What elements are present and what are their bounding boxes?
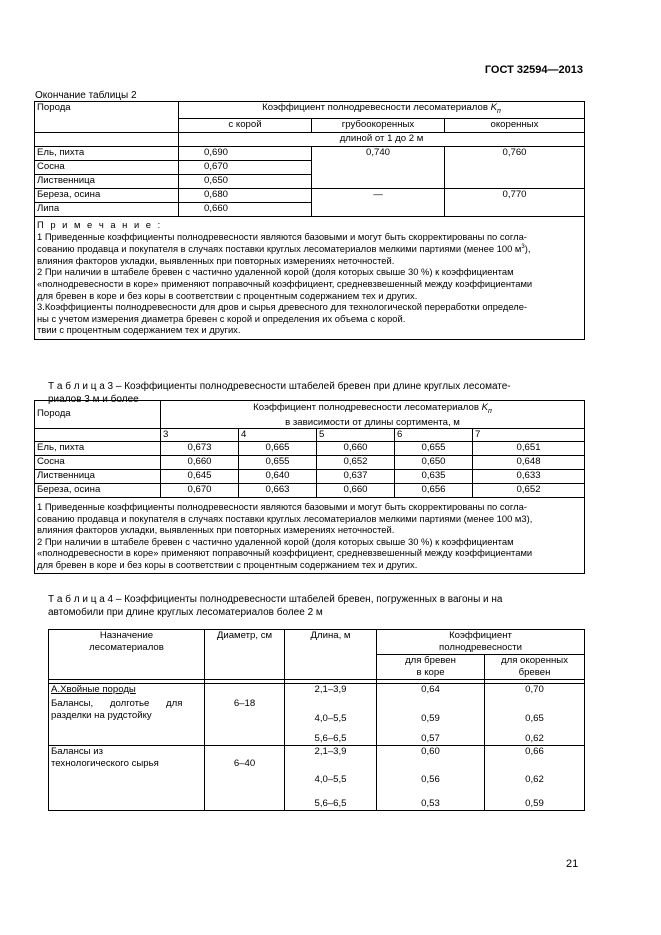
table-cell: Береза, осина	[35, 188, 179, 202]
table-cell: 0,656	[395, 483, 473, 497]
table2-note: П р и м е ч а н и е : 1 Приведенные коэффициенты полнодревесности являются базовыми и могут быть скорректированы по согла- сованию продавца и покупателя в случаях поставки круглых лесоматериалов мелкими партиями (менее 100 $м^3$), влияния факторов укладки, выявленных при повторных измерениях неточностей. 2 При наличии в штабеле бревен с частично удаленной корой (доля которых свыше 30 %) к коэффициентам «полнодревесности в коре» применяют поправочный коэффициент, средневзвешенный между коэффициентами для бревен в коре и без коры в соответствии с процентным содержанием тех и других. 3.Коэффициенты полнодревесности для дров и сырья древесного для технологической переработки определе- ны с учетом измерения диаметра бревен с корой и определения их объема с корой. твии с процентным содержанием тех и других.	[35, 216, 585, 339]
table3-length: 4	[239, 428, 317, 441]
table-cell: 0,59	[377, 710, 485, 728]
table3-length: 6	[395, 428, 473, 441]
table-cell: Липа	[35, 202, 179, 216]
table4-group2-line1: Балансы из	[49, 746, 205, 759]
table-cell: 0,655	[239, 455, 317, 469]
table4-group2-line2: технологического сырья	[49, 758, 205, 770]
table-cell: 0,56	[377, 770, 485, 790]
table-cell: 4,0–5,5	[285, 770, 377, 790]
table-cell: 0,53	[377, 790, 485, 810]
table3-length: 3	[161, 428, 239, 441]
table4-header-diameter: Диаметр, см	[205, 630, 285, 680]
table3-length: 5	[317, 428, 395, 441]
table4-header-length: Длина, м	[285, 630, 377, 680]
table-cell: 0,663	[239, 483, 317, 497]
page-number: 21	[566, 858, 579, 870]
table-cell: 0,690	[179, 146, 312, 160]
table-cell: 0,637	[317, 469, 395, 483]
table2-sub-peeled: окоренных	[445, 118, 585, 132]
table-cell: 0,760	[445, 146, 585, 188]
table-cell: 2,1–3,9	[285, 746, 377, 759]
table3-caption: Т а б л и ц а 3 – Коэффициенты полнодревесности штабелей бревен при длине круглых лесомате- риалов 3 м и более	[48, 381, 511, 405]
table-cell: 0,652	[473, 483, 585, 497]
table-cell: 0,670	[161, 483, 239, 497]
table-cell: 0,660	[317, 483, 395, 497]
table-cell: 0,60	[377, 746, 485, 759]
table-cell: 0,660	[317, 441, 395, 455]
table-cell: Ель, пихта	[35, 441, 161, 455]
table3-header-species: Порода	[35, 401, 161, 429]
table3-length: 7	[473, 428, 585, 441]
table-cell: 0,660	[161, 455, 239, 469]
table-cell: 0,65	[485, 710, 585, 728]
table2-sub-bark: с корой	[179, 118, 312, 132]
table-cell: 0,59	[485, 790, 585, 810]
table-cell: 0,650	[395, 455, 473, 469]
table4-group2-diameter: 6–40	[205, 758, 285, 770]
table-cell: —	[312, 188, 445, 216]
table-cell: 0,70	[485, 684, 585, 698]
table-cell: 0,633	[473, 469, 585, 483]
table-cell: 4,0–5,5	[285, 710, 377, 728]
table4-header-coef: Коэффициент полнодревесности	[377, 630, 585, 655]
table-cell: Ель, пихта	[35, 146, 179, 160]
table4-group1-line2: разделки на рудстойку	[49, 710, 205, 728]
table-cell: Лиственница	[35, 469, 161, 483]
table4-header-bark: для бревен в коре	[377, 655, 485, 680]
table-cell: 0,651	[473, 441, 585, 455]
table3-header-coef: Коэффициент полнодревесности лесоматериалов $K_п$ в зависимости от длины сортимента, м	[161, 401, 585, 429]
table4-group1-diameter: 6–18	[205, 698, 285, 710]
table2-length-row: длиной от 1 до 2 м	[179, 132, 585, 146]
table4-header-purpose: Назначение лесоматериалов	[49, 630, 205, 680]
table2-header-coef: Коэффициент полнодревесности лесоматериалов $K_п$	[179, 102, 585, 119]
table-cell: 0,680	[179, 188, 312, 202]
table-cell: 5,6–6,5	[285, 728, 377, 746]
table-cell: 0,670	[179, 160, 312, 174]
standard-header: ГОСТ 32594—2013	[484, 64, 583, 76]
table2-header-species: Порода	[35, 102, 179, 133]
table2-sub-rough: грубоокоренных	[312, 118, 445, 132]
table-cell: 0,62	[485, 728, 585, 746]
table-cell: 0,660	[179, 202, 312, 216]
table-cell: Береза, осина	[35, 483, 161, 497]
table4-caption: Т а б л и ц а 4 – Коэффициенты полнодревесности штабелей бревен, погруженных в вагоны и на автомобили при длине круглых лесоматериалов более 2 м	[48, 594, 503, 618]
table-cell: 0,635	[395, 469, 473, 483]
table-cell: 5,6–6,5	[285, 790, 377, 810]
table-cell: Лиственница	[35, 174, 179, 188]
table-cell: 0,640	[239, 469, 317, 483]
table-cell: 0,652	[317, 455, 395, 469]
table-cell: 0,648	[473, 455, 585, 469]
table-cell: 0,650	[179, 174, 312, 188]
table-cell: 2,1–3,9	[285, 684, 377, 698]
table4-group1-line1: Балансы, долготье для	[49, 698, 205, 710]
table-cell: 0,655	[395, 441, 473, 455]
table3-note: 1 Приведенные коэффициенты полнодревесности являются базовыми и могут быть скорректированы по согла- сованию продавца и покупателя в случаях поставки круглых лесоматериалов мелкими партиями (менее 100 м3), влияния факторов укладки, выявленных при повторных измерениях неточностей. 2 При наличии в штабеле бревен с частично удаленной корой (доля которых свыше 30 %) к коэффициентам «полнодревесности в коре» применяют поправочный коэффициент, средневзвешенный между коэффициентами для бревен в коре и без коры в соответствии с процентным содержанием тех и других.	[35, 497, 585, 574]
table2	[34, 101, 585, 340]
table-cell: 0,57	[377, 728, 485, 746]
table-cell: 0,665	[239, 441, 317, 455]
table2-caption: Окончание таблицы 2	[35, 90, 137, 101]
table4	[48, 629, 585, 811]
table-cell: 0,770	[445, 188, 585, 216]
table-cell: 0,62	[485, 770, 585, 790]
table-cell: Сосна	[35, 455, 161, 469]
table-cell: 0,645	[161, 469, 239, 483]
table-cell: Сосна	[35, 160, 179, 174]
table4-group1-title: А.Хвойные породы	[49, 684, 205, 698]
table-cell: 0,64	[377, 684, 485, 698]
table3	[34, 400, 585, 574]
table-cell: 0,673	[161, 441, 239, 455]
table-cell: 0,740	[312, 146, 445, 188]
table-cell: 0,66	[485, 746, 585, 759]
table4-header-peeled: для окоренных бревен	[485, 655, 585, 680]
